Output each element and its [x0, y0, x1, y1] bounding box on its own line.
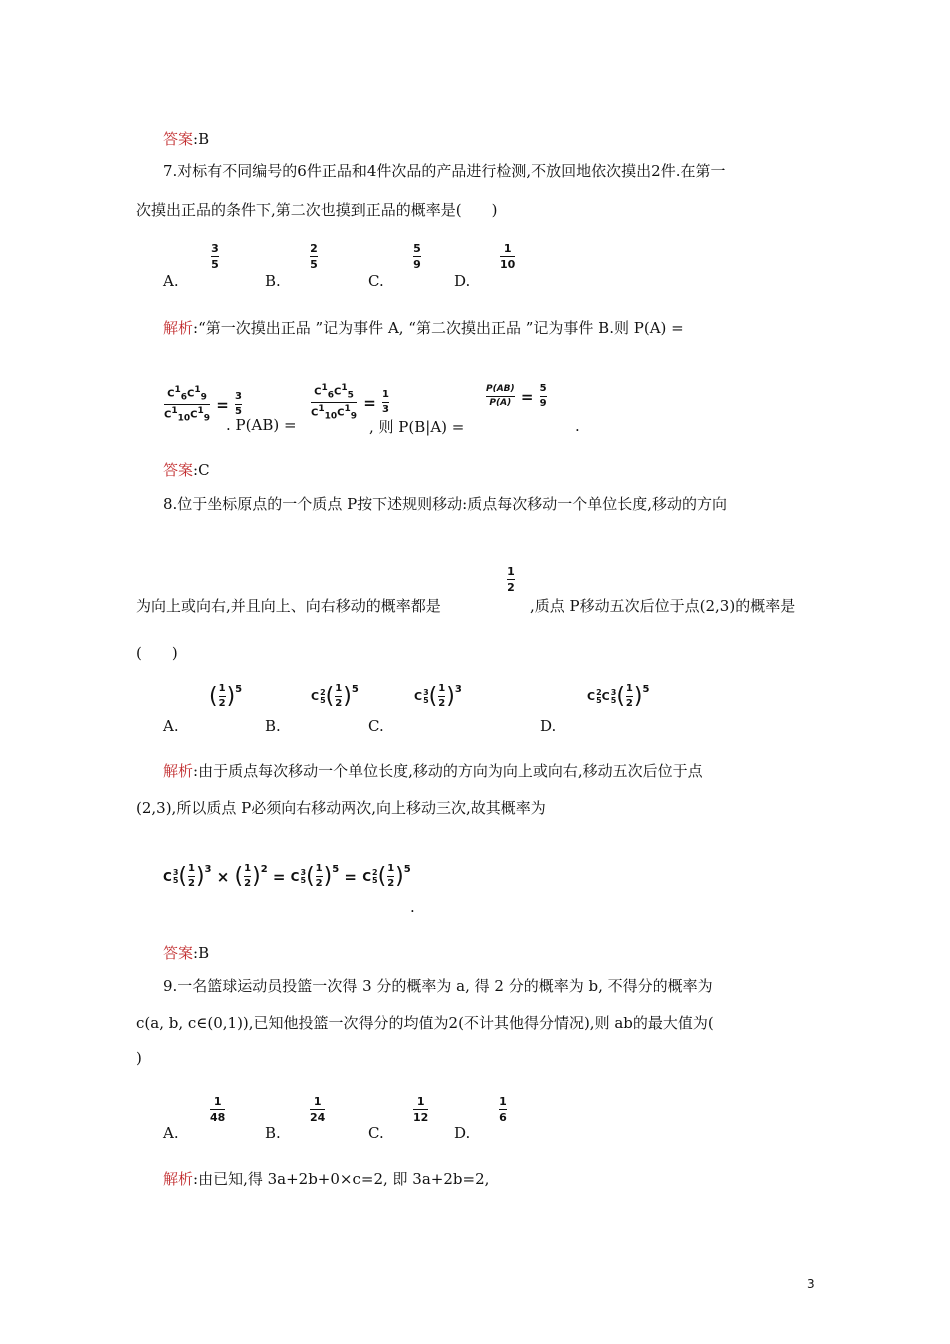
q8-half-fraction: 1 2 [507, 565, 515, 594]
q9-line3: ) [136, 1049, 142, 1067]
q8-option-d-formula: C 2 5 C 3 5 ( 1 2 ) 5 [587, 683, 650, 709]
q8-option-c-label: C. [368, 717, 384, 735]
q9-option-d-fraction: 1 6 [499, 1095, 507, 1124]
q7-answer: 答案:C [163, 461, 210, 479]
q8-answer: 答案:B [163, 944, 210, 962]
answer-value: :B [193, 130, 210, 148]
q7-period: . [575, 417, 580, 435]
q7-option-c-fraction: 5 9 [413, 242, 421, 271]
q9-option-b-label: B. [265, 1124, 281, 1142]
q7-option-b-label: B. [265, 272, 281, 290]
q8-option-a-formula: ( 1 2 ) 5 [209, 683, 243, 709]
q7-formula-pab: $C^1_6C^1_5$ $C^1_{10}C^1_9$ = 1 3 [311, 383, 389, 422]
q8-option-d-label: D. [540, 717, 557, 735]
q9-analysis-line1: 解析:由已知,得 3a+2b+0×c=2, 即 3a+2b=2, [163, 1170, 490, 1188]
q8-analysis-line1: 解析:由于质点每次移动一个单位长度,移动的方向为向上或向右,移动五次后位于点 [163, 762, 703, 780]
analysis-label: 解析 [163, 319, 194, 337]
q7-option-a-fraction: 3 5 [211, 242, 219, 271]
q7-line2: 次摸出正品的条件下,第二次也摸到正品的概率是( ) [136, 201, 498, 219]
q7-option-a-label: A. [163, 272, 179, 290]
q9-option-c-fraction: 1 12 [413, 1095, 429, 1124]
q9-option-d-label: D. [454, 1124, 471, 1142]
q8-analysis-formula: C 3 5 ( 1 2 ) $^3$ × ( 1 2 ) $^2$ = C 3 5 ( 1 2 ) $^5$ = C 2 5 ( 1 2 ) $^5$ [163, 863, 411, 889]
q8-option-b-formula: C 2 5 ( 1 2 ) 5 [311, 683, 359, 709]
q9-option-b-fraction: 1 24 [310, 1095, 326, 1124]
q7-option-b-fraction: 2 5 [310, 242, 318, 271]
q8-option-b-label: B. [265, 717, 281, 735]
q7-formula-pa: $C^1_6C^1_9$ $C^1_{10}C^1_9$ = 3 5 [164, 385, 242, 424]
answer-line [163, 128, 209, 149]
q7-option-d-label: D. [454, 272, 471, 290]
q8-option-c-formula: C 3 5 ( 1 2 ) 3 [414, 683, 462, 709]
q9-line2: c(a, b, c∈(0,1)),已知他投篮一次得分的均值为2(不计其他得分情况),则 ab的最大值为( [136, 1014, 714, 1032]
q8-line3: ( ) [136, 644, 178, 662]
q9-line1: 9.一名篮球运动员投篮一次得 3 分的概率为 a, 得 2 分的概率为 b, 不得分的概率为 [163, 977, 713, 995]
q7-line1: 7.对标有不同编号的6件正品和4件次品的产品进行检测,不放回地依次摸出2件.在第一 [163, 162, 726, 180]
q7-option-d-fraction: 1 10 [500, 242, 516, 271]
q9-option-c-label: C. [368, 1124, 384, 1142]
q9-option-a-label: A. [163, 1124, 179, 1142]
q8-line2a: 为向上或向右,并且向上、向右移动的概率都是 [136, 597, 441, 615]
q8-analysis-line2: (2,3),所以质点 P必须向右移动两次,向上移动三次,故其概率为 [136, 799, 546, 817]
q9-option-a-fraction: 1 48 [210, 1095, 226, 1124]
q8-period: . [410, 898, 415, 916]
q7-formula-pba: P(AB) P(A) = 5 9 [486, 383, 547, 409]
q8-line2b: ,质点 P移动五次后位于点(2,3)的概率是 [530, 597, 796, 615]
q8-line1: 8.位于坐标原点的一个质点 P按下述规则移动:质点每次移动一个单位长度,移动的方向 [163, 495, 727, 513]
q7-analysis-line1: 解析:“第一次摸出正品 ”记为事件 A, “第二次摸出正品 ”记为事件 B.则 P(A) = [163, 319, 684, 337]
q8-option-a-label: A. [163, 717, 179, 735]
page-number: 3 [807, 1277, 815, 1291]
q7-option-c-label: C. [368, 272, 384, 290]
q7-then-text: , 则 P(B|A) = [369, 418, 465, 436]
q7-pab-text: . P(AB) = [226, 416, 297, 434]
answer-label: 答案 [163, 130, 194, 148]
